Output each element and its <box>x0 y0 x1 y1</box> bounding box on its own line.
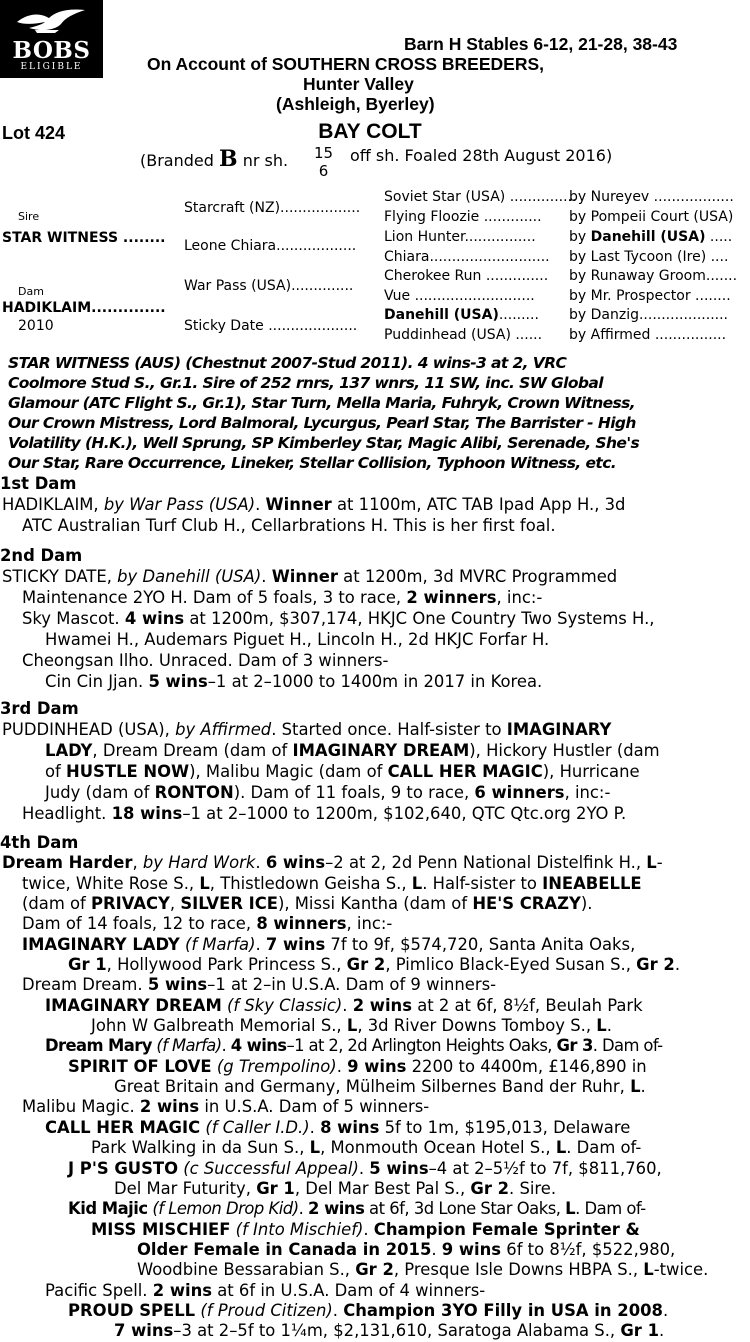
gg-3-by: by Danehill (USA) ..... <box>569 229 733 245</box>
first-dam-section: 1st Dam HADIKLAIM, by War Pass (USA). Winner at 1100m, ATC TAB Ipad App H., 3d ATC Australian Turf Club H., Cellarbrations H. This is her first foal. <box>0 473 750 536</box>
dam-year: 2010 <box>18 318 54 334</box>
gg-2-by: by Pompeii Court (USA) <box>569 209 734 225</box>
gg-8: Puddinhead (USA) ...... <box>384 327 543 343</box>
lot-title: BAY COLT <box>318 120 422 143</box>
sire-label: Sire <box>18 210 40 223</box>
account-line: On Account of SOUTHERN CROSS BREEDERS, <box>147 54 545 74</box>
brand-line: (Branded B nr sh. <box>140 146 289 172</box>
dam-label: Dam <box>18 285 44 298</box>
bird-logo-icon <box>15 8 87 34</box>
bobs-logo <box>0 0 103 78</box>
section-heading: 3rd Dam <box>0 699 79 718</box>
grand-sire-dam-side: War Pass (USA).............. <box>184 278 354 294</box>
section-heading: 4th Dam <box>0 833 79 852</box>
logo-word: BOBS <box>12 37 91 64</box>
sire-name: STAR WITNESS ........ <box>2 230 166 246</box>
gg-7-by: by Danzig.................... <box>569 307 728 323</box>
brand-fraction: 15 6 <box>314 144 334 180</box>
gg-7: Danehill (USA)......... <box>384 307 539 323</box>
region-line: Hunter Valley <box>303 74 414 94</box>
gg-8-by: by Affirmed ................ <box>569 327 727 343</box>
gg-5: Cherokee Run .............. <box>384 268 549 284</box>
barn-line: Barn H Stables 6-12, 21-28, 38-43 <box>404 34 678 54</box>
gg-2: Flying Floozie ............. <box>384 209 542 225</box>
fourth-dam-section: 4th Dam Dream Harder, by Hard Work. 6 wins–2 at 2, 2d Penn National Distelfink H., L- twice, White Rose S., L, Thistledown Geisha S., L. Half-sister to INEABELLE (dam of PRIVACY, SILVER ICE), Missi Kantha (dam of HE'S CRAZY). Dam of 14 foals, 12 to race, 8 winners, inc:- IMAGINARY LADY (f Marfa). 7 wins 7f to 9f, $574,720, Santa Anita Oaks, Gr 1, Hollywood Park Princess S., Gr 2, Pimlico Black-Eyed Susan S., Gr 2. Dream Dream. 5 wins–1 at 2–in U.S.A. Dam of 9 winners- IMAGINARY DREAM (f Sky Classic). 2 wins at 2 at 6f, 8½f, Beulah Park John W Galbreath Memorial S., L, 3d River Downs Tomboy S., L. Dream Mary (f Marfa). 4 wins–1 at 2, 2d Arlington Heights Oaks, Gr 3. Dam of- SPIRIT OF LOVE (g Trempolino). 9 wins 2200 to 4400m, £146,890 in Great Britain and Germany, Mülheim Silbernes Band der Ruhr, L. Malibu Magic. 2 wins in U.S.A. Dam of 5 winners- CALL HER MAGIC (f Caller I.D.). 8 wins 5f to 1m, $195,013, Delaware Park Walking in da Sun S., L, Monmouth Ocean Hotel S., L. Dam of- J P'S GUSTO (c Successful Appeal). 5 wins–4 at 2–5½f to 7f, $811,760, Del Mar Futurity, Gr 1, Del Mar Best Pal S., Gr 2. Sire. Kid Majic (f Lemon Drop Kid). 2 wins at 6f, 3d Lone Star Oaks, L. Dam of- MISS MISCHIEF (f Into Mischief). Champion Female Sprinter & Older Female in Canada in 2015. 9 wins 6f to 8½f, $522,980, Woodbine Bessarabian S., Gr 2, Presque Isle Downs HBPA S., L-twice. Pacific Spell. 2 wins at 6f in U.S.A. Dam of 4 winners- PROUD SPELL (f Proud Citizen). Champion 3YO Filly in USA in 2008. 7 wins–3 at 2–5f to 1¼m, $2,131,610, Saratoga Alabama S., Gr 1. <box>0 833 750 1342</box>
foaled-line: off sh. Foaled 28th August 2016) <box>350 146 613 165</box>
dam-name: HADIKLAIM.............. <box>2 300 166 316</box>
brand-letter: B <box>219 146 238 172</box>
farms-line: (Ashleigh, Byerley) <box>276 94 435 114</box>
gg-3: Lion Hunter................ <box>384 229 536 245</box>
second-dam-section: 2nd Dam STICKY DATE, by Danehill (USA). Winner at 1200m, 3d MVRC Programmed Maintenance 2YO H. Dam of 5 foals, 3 to race, 2 winners, inc:- Sky Mascot. 4 wins at 1200m, $307,174, HKJC One Country Two Systems H., Hwamei H., Audemars Piguet H., Lincoln H., 2d HKJC Forfar H. Cheongsan Ilho. Unraced. Dam of 3 winners- Cin Cin Jjan. 5 wins–1 at 2–1000 to 1400m in 2017 in Korea. <box>0 545 750 692</box>
gg-1: Soviet Star (USA) ............... <box>384 189 577 205</box>
lot-number: Lot 424 <box>2 123 66 143</box>
gg-4: Chiara........................... <box>384 249 550 265</box>
logo-sub: ELIGIBLE <box>20 62 83 72</box>
third-dam-section: 3rd Dam PUDDINHEAD (USA), by Affirmed. Started once. Half-sister to IMAGINARY LADY, Dream Dream (dam of IMAGINARY DREAM), Hickory Hustler (dam of HUSTLE NOW), Malibu Magic (dam of CALL HER MAGIC), Hurricane Judy (dam of RONTON). Dam of 11 foals, 9 to race, 6 winners, inc:- Headlight. 18 wins–1 at 2–1000 to 1200m, $102,640, QTC Qtc.org 2YO P. <box>0 698 750 824</box>
gg-5-by: by Runaway Groom....... <box>569 268 738 284</box>
sire-summary: STAR WITNESS (AUS) (Chestnut 2007-Stud 2011). 4 wins-3 at 2, VRC Coolmore Stud S., Gr.1. Sire of 252 rnrs, 137 wnrs, 11 SW, inc. SW Global Glamour (ATC Flight S., Gr.1), Star Turn, Mella Maria, Fuhryk, Crown Witness, Our Crown Mistress, Lord Balmoral, Lycurgus, Pearl Star, The Barrister - High Volatility (H.K.), Well Sprung, SP Kimberley Star, Magic Alibi, Serenade, She's Our Star, Rare Occurrence, Lineker, Stellar Collision, Typhoon Witness, etc. <box>8 354 640 472</box>
gg-1-by: by Nureyev .................. <box>569 189 734 205</box>
section-heading: 2nd Dam <box>0 546 83 565</box>
gg-4-by: by Last Tycoon (Ire) .... <box>569 249 729 265</box>
section-heading: 1st Dam <box>0 474 77 493</box>
grand-sire: Starcraft (NZ).................. <box>184 200 361 216</box>
gg-6-by: by Mr. Prospector ........ <box>569 288 731 304</box>
grand-dam: Sticky Date .................... <box>184 318 358 334</box>
gg-6: Vue ........................... <box>384 288 535 304</box>
grand-dam-sire-side: Leone Chiara.................. <box>184 238 357 254</box>
